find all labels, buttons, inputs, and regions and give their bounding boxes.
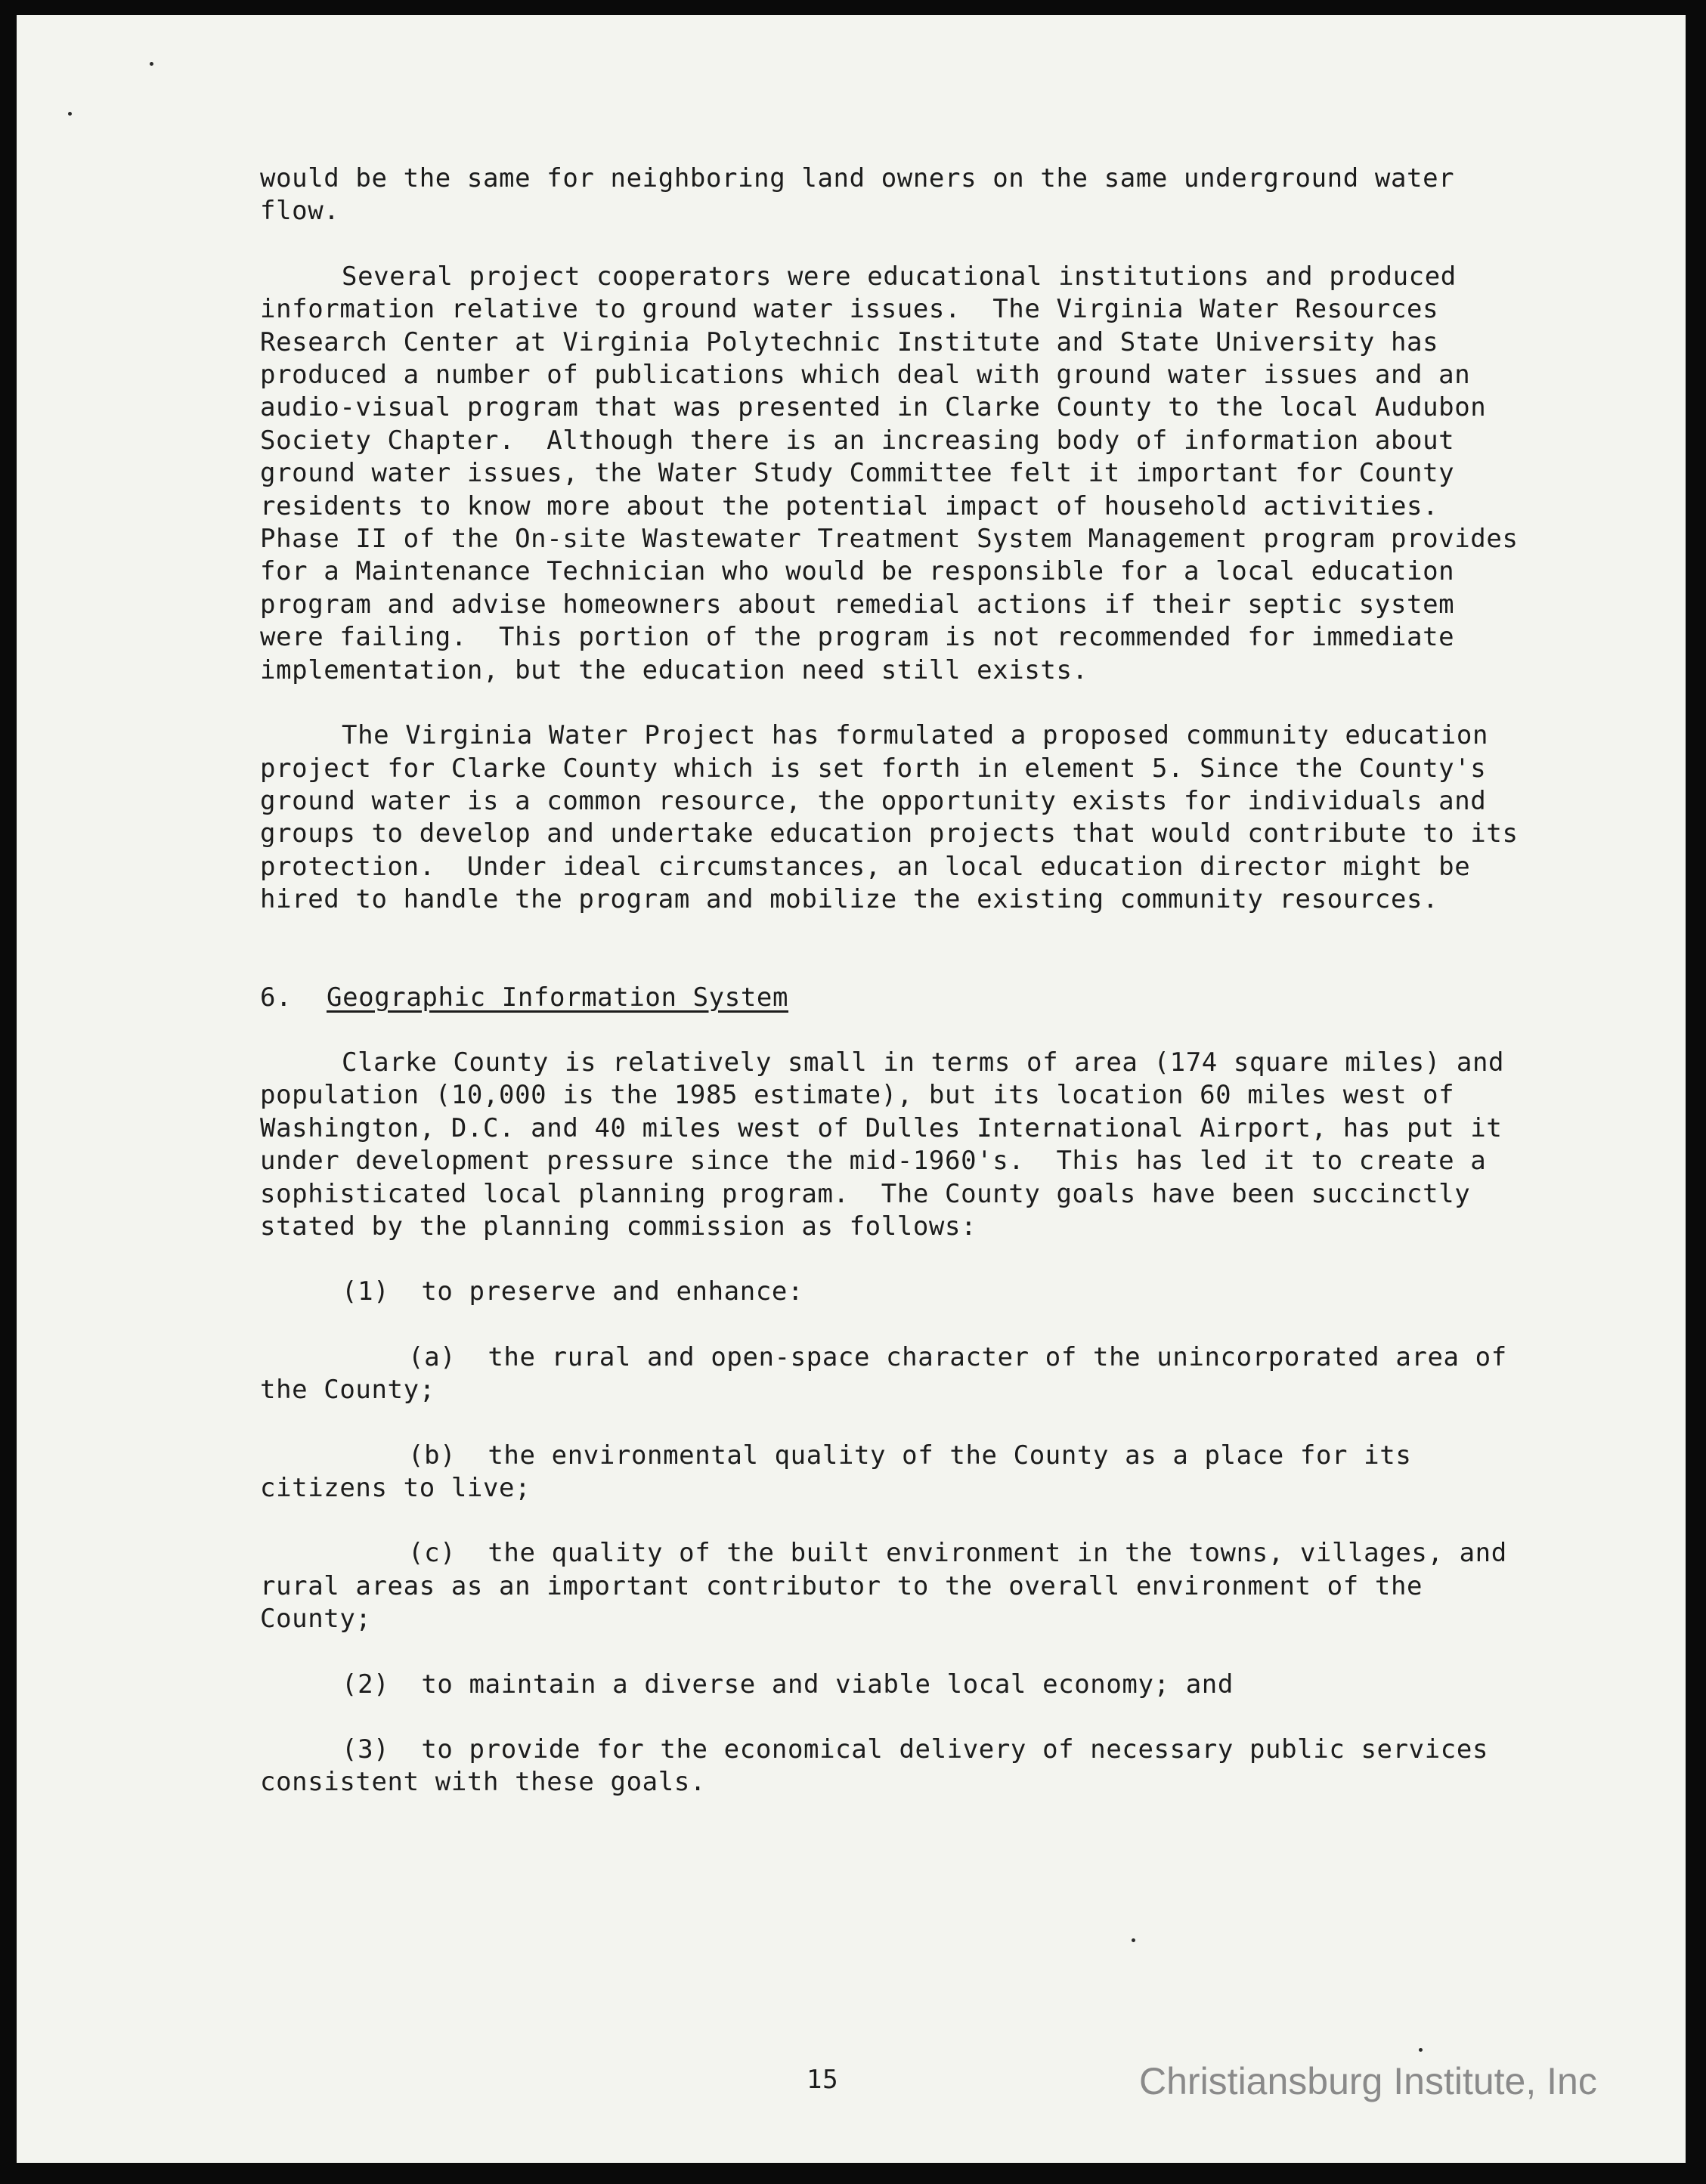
goal-1c: (c) the quality of the built environment in the towns, villages, and rural areas as an important contributor to the overall environment of the County; [260, 1538, 1523, 1635]
document-page [17, 15, 1686, 2163]
paragraph-2: Several project cooperators were educational institutions and produced information relative to ground water issues. The Virginia Water Resources Research Center at Virginia Polytechnic Institute and State University has produced a number of publications which deal with ground water issues and an audio-visual program that was presented in Clarke County to the local Audubon Society Chapter. Although there is an increasing body of information about ground water issues, the Water Study Committee felt it important for County residents to know more about the potential impact of household activities. Phase II of the On-site Wastewater Treatment System Management program provides for a Maintenance Technician who would be responsible for a local education program and advise homeowners about remedial actions if their septic system were failing. This portion of the program is not recommended for immediate implementation, but the education need still exists. [260, 261, 1534, 685]
paragraph-1: would be the same for neighboring land owners on the same underground water flow. [260, 163, 1471, 227]
section-title: Geographic Information System [327, 982, 789, 1013]
section-paragraph: Clarke County is relatively small in terms of area (174 square miles) and population (10,000 is the 1985 estimate), but its location 60 miles west of Washington, D.C. and 40 miles west of Dulles International Airport, has put it under development pressure since the mid-1960's. This has led it to create a sophisticated local planning program. The County goals have been succinctly stated by the planning commission as follows: [260, 1047, 1521, 1242]
goal-1: (1) to preserve and enhance: [342, 1276, 804, 1307]
section-heading [260, 982, 1530, 1014]
paper-speck [150, 62, 153, 66]
goal-3: (3) to provide for the economical delivery of necessary public services consistent with these goals. [260, 1734, 1505, 1798]
body-text [260, 162, 1534, 1799]
goal-1a: (a) the rural and open-space character of the unincorporated area of the County; [260, 1341, 1523, 1406]
section-number: 6. [260, 982, 293, 1013]
page-number: 15 [807, 2065, 839, 2095]
paper-speck [1419, 2048, 1423, 2052]
watermark: Christiansburg Institute, Inc [1139, 2060, 1597, 2102]
goal-1b: (b) the environmental quality of the County as a place for its citizens to live; [260, 1440, 1428, 1503]
paper-speck [68, 112, 72, 116]
goal-2: (2) to maintain a diverse and viable local economy; and [342, 1669, 1234, 1700]
paper-speck [1132, 1938, 1135, 1942]
paragraph-3: The Virginia Water Project has formulated a proposed community education project for Clarke County which is set forth in element 5. Since the County's ground water is a common resource, the opportunity exists for individuals and groups to develop and undertake education projects that would contribute to its protection. Under ideal circumstances, an local education director might be hired to handle the program and mobilize the existing community resources. [260, 720, 1534, 915]
